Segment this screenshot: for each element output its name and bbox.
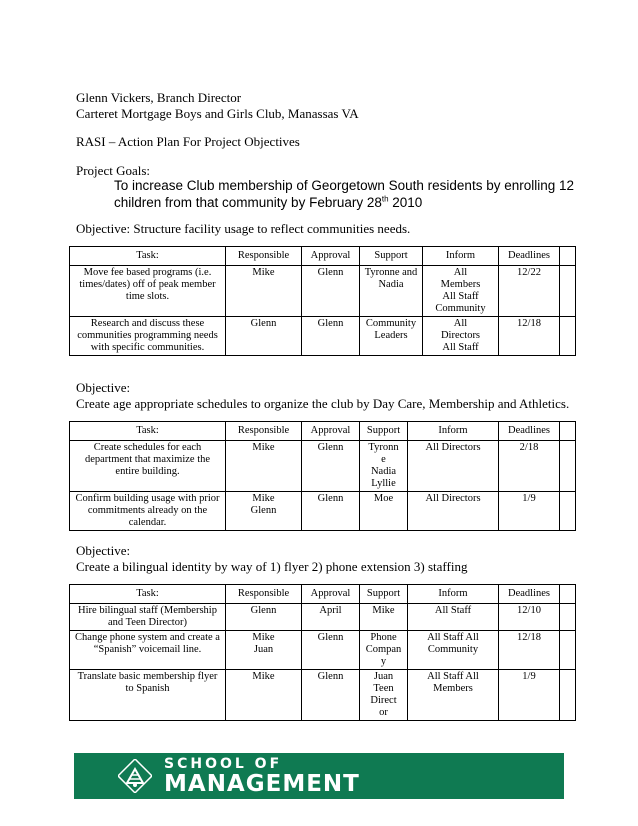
inform-cell: All Members All Staff Community [423, 266, 499, 317]
table-header-row [70, 585, 576, 604]
objective-2-label: Objective: [76, 380, 131, 395]
objective-1-title: Objective: Structure facility usage to reflect communities needs. [76, 221, 411, 236]
responsible-cell: Mike [226, 266, 302, 317]
banner-line-2: MANAGEMENT [164, 771, 360, 797]
inform-cell: All Staff [408, 604, 499, 631]
approval-cell: Glenn [302, 670, 360, 721]
column-header-task: Task: [70, 247, 226, 266]
goal-superscript: th [381, 194, 389, 204]
project-goal-line-2 [114, 194, 422, 211]
blank-cell [560, 422, 576, 441]
column-header-deadlines: Deadlines [499, 585, 560, 604]
document-title: RASI – Action Plan For Project Objectives [76, 134, 300, 149]
inform-cell: All Directors All Staff [423, 317, 499, 356]
blank-cell [560, 247, 576, 266]
task-cell: Change phone system and create a “Spanish” voicemail line. [70, 631, 226, 670]
blank-cell [560, 492, 576, 531]
project-goal-line-1: To increase Club membership of Georgetown South residents by enrolling 12 [114, 178, 575, 193]
approval-cell: Glenn [302, 441, 360, 492]
goal-year: 2010 [388, 195, 423, 210]
column-header-responsible: Responsible [226, 247, 302, 266]
author-line: Glenn Vickers, Branch Director [76, 90, 242, 105]
goal-text: children from that community by February 28 [114, 195, 382, 210]
column-header-support: Support [360, 422, 408, 441]
banner-text [164, 756, 360, 796]
column-header-inform: Inform [408, 422, 499, 441]
objective-3-table [69, 584, 576, 721]
inform-cell: All Staff All Community [408, 631, 499, 670]
support-cell: Tyronne and Nadia [360, 266, 423, 317]
inform-cell: All Directors [408, 441, 499, 492]
table-row [70, 266, 576, 317]
responsible-cell: Mike [226, 441, 302, 492]
responsible-cell: Mike Juan [226, 631, 302, 670]
column-header-approval: Approval [302, 247, 360, 266]
approval-cell: Glenn [302, 317, 360, 356]
table-row [70, 631, 576, 670]
task-cell: Translate basic membership flyer to Spanish [70, 670, 226, 721]
deadline-cell: 12/10 [499, 604, 560, 631]
column-header-responsible: Responsible [226, 422, 302, 441]
column-header-task: Task: [70, 585, 226, 604]
blank-cell [560, 585, 576, 604]
column-header-support: Support [360, 247, 423, 266]
support-cell: Phone Compan y [360, 631, 408, 670]
deadline-cell: 12/22 [499, 266, 560, 317]
objective-3-title: Create a bilingual identity by way of 1) flyer 2) phone extension 3) staffing [76, 559, 468, 574]
banner-line-1: SCHOOL OF [164, 756, 283, 772]
blank-cell [560, 631, 576, 670]
deadline-cell: 2/18 [499, 441, 560, 492]
deadline-cell: 12/18 [499, 317, 560, 356]
approval-cell: April [302, 604, 360, 631]
deadline-cell: 1/9 [499, 670, 560, 721]
inform-cell: All Staff All Members [408, 670, 499, 721]
support-cell: Tyronne Nadia Lyllie [360, 441, 408, 492]
responsible-cell: Glenn [226, 604, 302, 631]
column-header-inform: Inform [423, 247, 499, 266]
support-cell: Moe [360, 492, 408, 531]
deadline-cell: 1/9 [499, 492, 560, 531]
objective-1-table [69, 246, 576, 356]
table-row [70, 604, 576, 631]
objective-3-label: Objective: [76, 543, 131, 558]
objective-2-title: Create age appropriate schedules to organize the club by Day Care, Membership and Athletics. [76, 396, 570, 411]
table-row [70, 492, 576, 531]
blank-cell [560, 604, 576, 631]
column-header-task: Task: [70, 422, 226, 441]
blank-cell [560, 317, 576, 356]
support-cell: Mike [360, 604, 408, 631]
table-header-row [70, 247, 576, 266]
column-header-support: Support [360, 585, 408, 604]
task-cell: Create schedules for each department that maximize the entire building. [70, 441, 226, 492]
organization-line: Carteret Mortgage Boys and Girls Club, Manassas VA [76, 106, 359, 121]
support-cell: Community Leaders [360, 317, 423, 356]
approval-cell: Glenn [302, 492, 360, 531]
responsible-cell: Mike [226, 670, 302, 721]
column-header-approval: Approval [302, 585, 360, 604]
project-goals-label: Project Goals: [76, 163, 151, 178]
column-header-deadlines: Deadlines [499, 247, 560, 266]
approval-cell: Glenn [302, 631, 360, 670]
task-cell: Research and discuss these communities programming needs with specific communities. [70, 317, 226, 356]
deadline-cell: 12/18 [499, 631, 560, 670]
inform-cell: All Directors [408, 492, 499, 531]
support-cell: Juan Teen Director [360, 670, 408, 721]
responsible-cell: Glenn [226, 317, 302, 356]
task-cell: Move fee based programs (i.e. times/dates) off of peak member time slots. [70, 266, 226, 317]
table-row [70, 670, 576, 721]
blank-cell [560, 670, 576, 721]
boys-girls-club-logo-icon [118, 759, 152, 793]
column-header-deadlines: Deadlines [499, 422, 560, 441]
table-header-row [70, 422, 576, 441]
objective-2-table [69, 421, 576, 531]
column-header-responsible: Responsible [226, 585, 302, 604]
table-row [70, 441, 576, 492]
column-header-approval: Approval [302, 422, 360, 441]
blank-cell [560, 441, 576, 492]
school-of-management-banner [74, 753, 564, 799]
blank-cell [560, 266, 576, 317]
approval-cell: Glenn [302, 266, 360, 317]
task-cell: Confirm building usage with prior commitments already on the calendar. [70, 492, 226, 531]
responsible-cell: Mike Glenn [226, 492, 302, 531]
column-header-inform: Inform [408, 585, 499, 604]
table-row [70, 317, 576, 356]
task-cell: Hire bilingual staff (Membership and Teen Director) [70, 604, 226, 631]
